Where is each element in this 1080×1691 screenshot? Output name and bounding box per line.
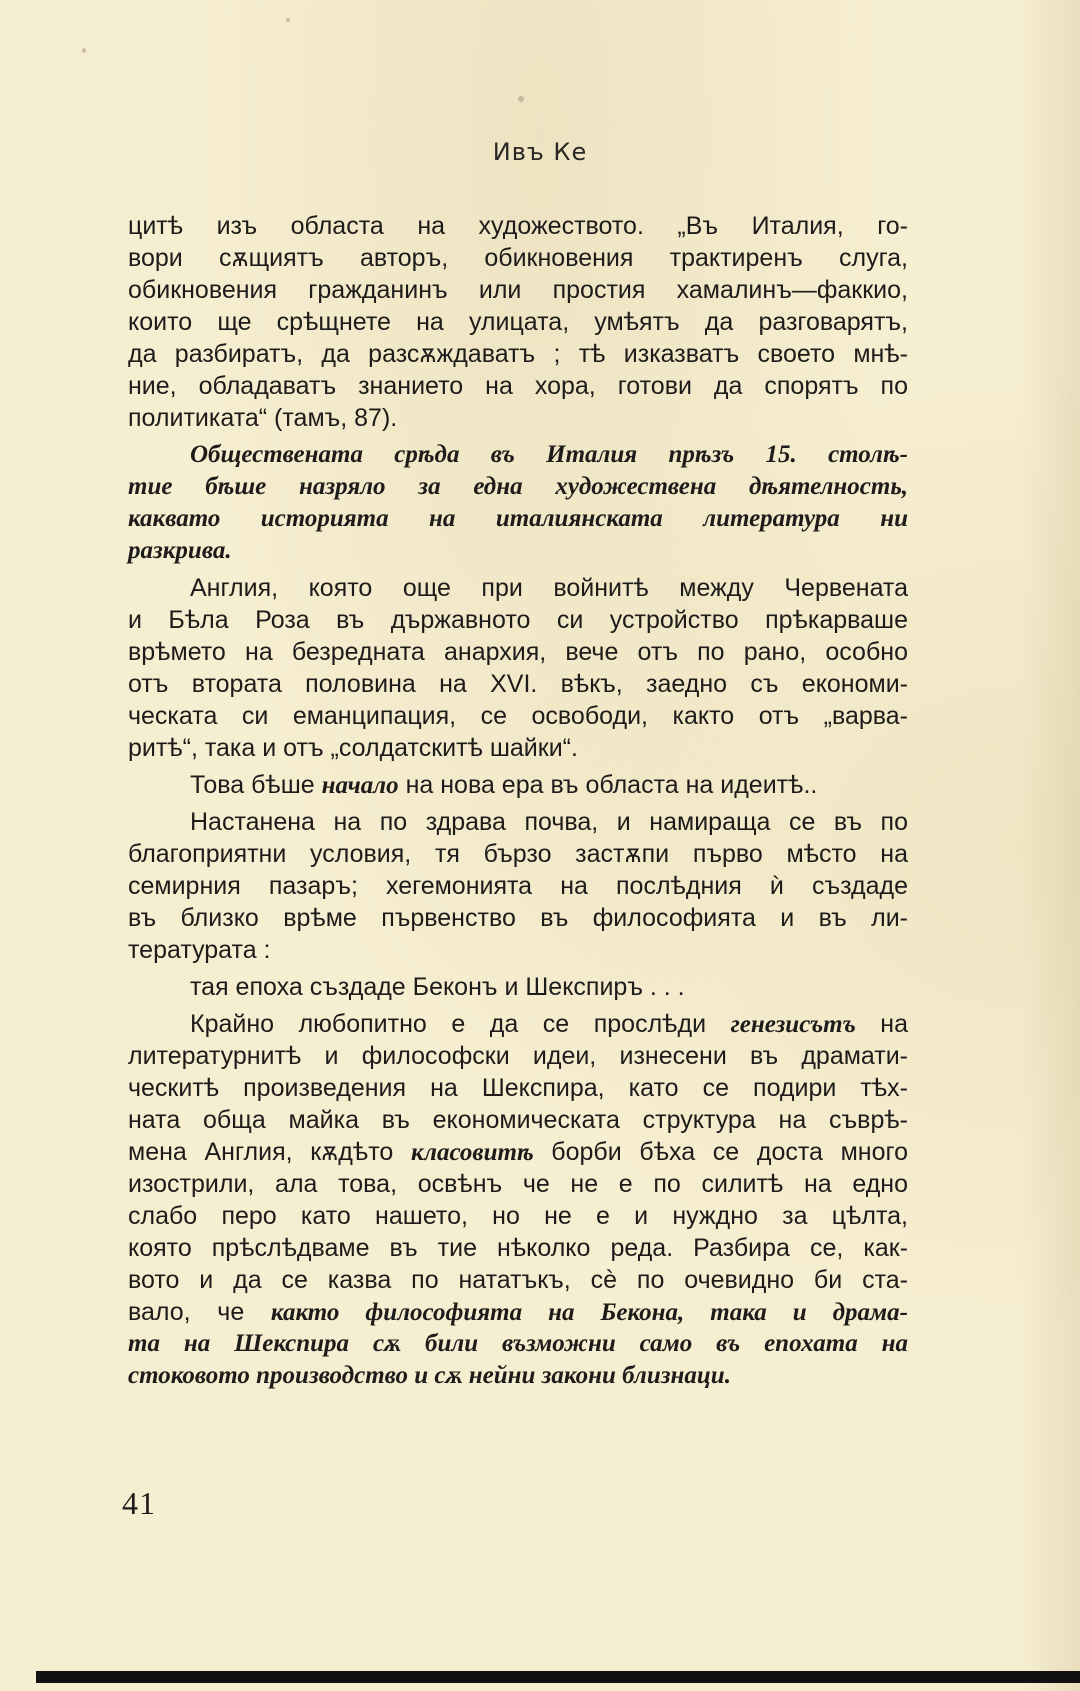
italic-line: каквато историята на италиянската литература ни [128,505,908,532]
text-line: благоприятни условия, тя бързо застѫпи първо мѣсто на [128,840,908,868]
text-line [128,1136,908,1168]
text-line: ческитѣ произведения на Шекспира, като се подири тѣх- [128,1074,908,1102]
emphasis: както философията на Бекона, така и драма- [270,1299,908,1326]
emphasis: класовитѣ [410,1139,534,1166]
text-line: ритѣ“, така и отъ „солдатскитѣ шайки“. [128,734,578,762]
text-line: обикновения гражданинъ или простия хамалинъ—факкио, [128,276,908,304]
text-line: слабо перо като нашето, но не е и нуждно за цѣлта, [128,1202,908,1230]
text-line: вото и да се казва по нататъкъ, сѐ по очевидно би ста- [128,1266,908,1294]
text-line [128,1296,908,1328]
text-segment: борби бѣха се доста много [533,1138,908,1166]
italic-line: тие бѣше назряло за една художествена дѣятелность, [128,473,908,500]
text-segment: мена Англия, кѫдѣто [128,1138,411,1166]
text-line: и Бѣла Роза въ държавното си устройство прѣкарваше [128,606,908,634]
text-line: врѣмето на безредната анархия, вече отъ по рано, особно [128,638,908,666]
text-segment: на [855,1010,909,1038]
text-line: въ близко врѣме първенство въ философията и въ ли- [128,904,908,932]
text-line: литературнитѣ и философски идеи, изнесени въ драмати- [128,1042,908,1070]
text-segment: вало, че [128,1298,271,1326]
emphasis: генезисътъ [730,1011,856,1038]
italic-line: та на Шекспира сѫ били възможни само въ епохата на [128,1330,908,1357]
text-line [128,1008,908,1040]
italic-line: Обществената срѣда въ Италия прѣзъ 15. столѣ- [190,441,908,468]
text-line: ната обща майка въ економическата структура на съврѣ- [128,1106,908,1134]
italic-line: разкрива. [128,537,232,564]
emphasis: начало [321,772,399,799]
running-head: Ивъ Ке [492,138,588,166]
page-number: 41 [122,1485,156,1521]
text-line: ческата си еманципация, се освободи, както отъ „варва- [128,702,908,730]
text-line: тая епоха създаде Беконъ и Шекспиръ . . . [190,973,685,1001]
text-line: тературата : [128,936,271,964]
paper-stain [286,18,290,22]
text-line: ние, обладаватъ знанието на хора, готови да спорятъ по [128,372,908,400]
text-segment: Крайно любопитно е да се прослѣди [190,1010,731,1038]
body-text [128,210,908,1392]
text-line [128,769,908,801]
text-line: Настанена на по здрава почва, и намираща се въ по [190,808,908,836]
paper-stain [82,48,86,53]
text-line: вори сѫщиятъ авторъ, обикновения трактиренъ слуга, [128,244,908,272]
text-segment: на нова ера въ областа на идеитѣ.. [398,771,818,799]
text-line: Англия, която още при войнитѣ между Червената [190,574,908,602]
page-edge-shading [1020,0,1080,1691]
text-line: отъ втората половина на XVI. вѣкъ, заедно съ економи- [128,670,908,698]
text-line: политиката“ (тамъ, 87). [128,404,398,432]
text-line: които ще срѣщнете на улицата, умѣятъ да разговарятъ, [128,308,908,336]
italic-line: стоковото производство и сѫ нейни закони близнаци. [128,1362,731,1389]
text-line: цитѣ изъ областа на художеството. „Въ Италия, го- [128,212,908,240]
bottom-edge-bar [36,1671,1080,1683]
text-line: изострили, ала това, освѣнъ че не е по силитѣ на едно [128,1170,908,1198]
text-line: семирния пазаръ; хегемонията на послѣдния ѝ създаде [128,872,908,900]
text-line: която прѣслѣдваме въ тие нѣколко реда. Разбира се, как- [128,1234,908,1262]
text-segment: Това бѣше [190,771,322,799]
text-line: да разбиратъ, да разсѫждаватъ ; тѣ изказватъ своето мнѣ- [128,340,908,368]
paper-stain [518,96,524,102]
